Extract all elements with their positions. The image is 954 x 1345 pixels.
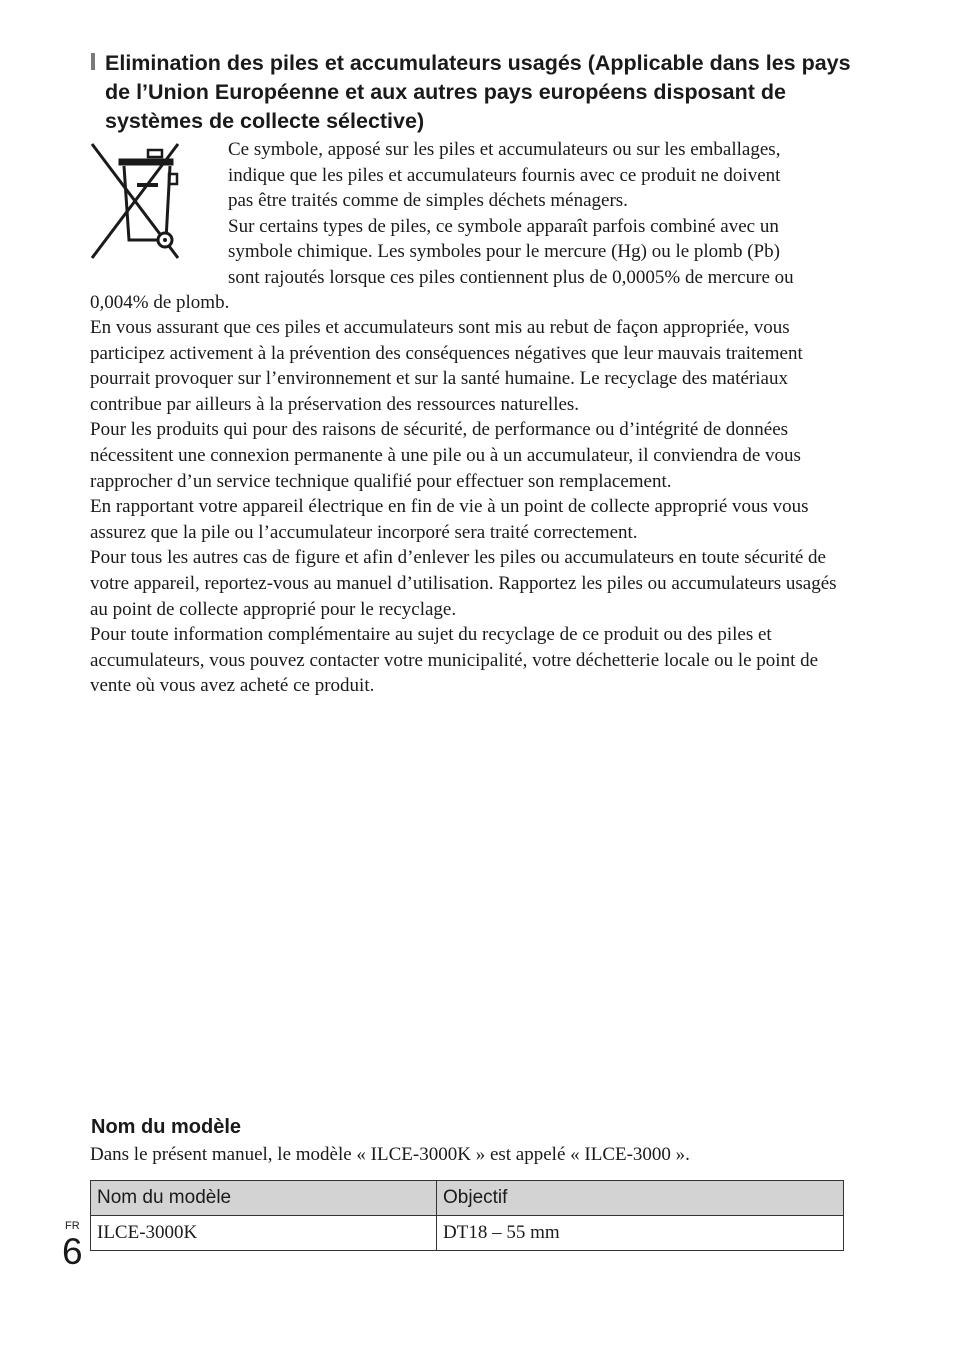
model-table <box>90 1180 844 1251</box>
intro-line: pas être traités comme de simples déchets ménagers. <box>228 190 628 212</box>
table-header-lens: Objectif <box>437 1181 844 1216</box>
crossed-out-wheelie-bin-icon <box>90 142 182 261</box>
table-cell-model: ILCE-3000K <box>91 1216 437 1251</box>
section-heading <box>88 49 878 136</box>
model-section-intro: Dans le présent manuel, le modèle « ILCE-3000K » est appelé « ILCE-3000 ». <box>90 1144 690 1165</box>
heading-text: Elimination des piles et accumulateurs usagés (Applicable dans les pays de l’Union Européenne et aux autres pays européens disposant de systèmes de collecte sélective) <box>105 51 851 133</box>
table-row <box>91 1216 844 1251</box>
paragraph-disposal: En vous assurant que ces piles et accumulateurs sont mis au rebut de façon appropriée, vous participez activement à la prévention des conséquences négatives que leur mauvais traitement pourrait provoquer sur l’environnement et sur la santé humaine. Le recyclage des matériaux contribue par ailleurs à la préservation des ressources naturelles. <box>90 317 803 415</box>
paragraph-information: Pour toute information complémentaire au sujet du recyclage de ce produit ou des piles et accumulateurs, vous pouvez contacter votre municipalité, votre déchetterie locale ou le point de vente où vous avez acheté ce produit. <box>90 624 819 697</box>
paragraph-permanent-connection: Pour les produits qui pour des raisons de sécurité, de performance ou d’intégrité de données nécessitent une connexion permanente à une pile ou à un accumulateur, il conviendra de vous rapprocher d’un service technique qualifié pour effectuer son remplacement. <box>90 419 801 492</box>
table-header-model: Nom du modèle <box>91 1181 437 1216</box>
heading-marker <box>91 53 95 70</box>
table-header-row <box>91 1181 844 1216</box>
body-text <box>90 315 850 699</box>
paragraph-removal: Pour tous les autres cas de figure et afin d’enlever les piles ou accumulateurs en toute sécurité de votre appareil, reportez-vous au manuel d’utilisation. Rapportez les piles ou accumulateurs usagés au point de collecte approprié pour le recyclage. <box>90 547 837 620</box>
intro-line: indique que les piles et accumulateurs fournis avec ce produit ne doivent <box>228 164 781 186</box>
intro-tail: 0,004% de plomb. <box>90 292 230 313</box>
model-section-heading: Nom du modèle <box>91 1116 242 1138</box>
intro-line: Sur certains types de piles, ce symbole apparaît parfois combiné avec un <box>228 215 779 237</box>
paragraph-collection-point: En rapportant votre appareil électrique en fin de vie à un point de collecte approprié vous vous assurez que la pile ou l’accumulateur incorporé sera traité correctement. <box>90 496 809 543</box>
intro-paragraph <box>228 137 848 291</box>
page-number: 6 <box>62 1231 83 1272</box>
language-code: FR <box>65 1220 80 1232</box>
intro-line: sont rajoutés lorsque ces piles contiennent plus de 0,0005% de mercure ou <box>228 266 794 288</box>
table-cell-lens: DT18 – 55 mm <box>437 1216 844 1251</box>
intro-line: Ce symbole, apposé sur les piles et accumulateurs ou sur les emballages, <box>228 139 781 160</box>
intro-line: symbole chimique. Les symboles pour le mercure (Hg) ou le plomb (Pb) <box>228 241 780 263</box>
